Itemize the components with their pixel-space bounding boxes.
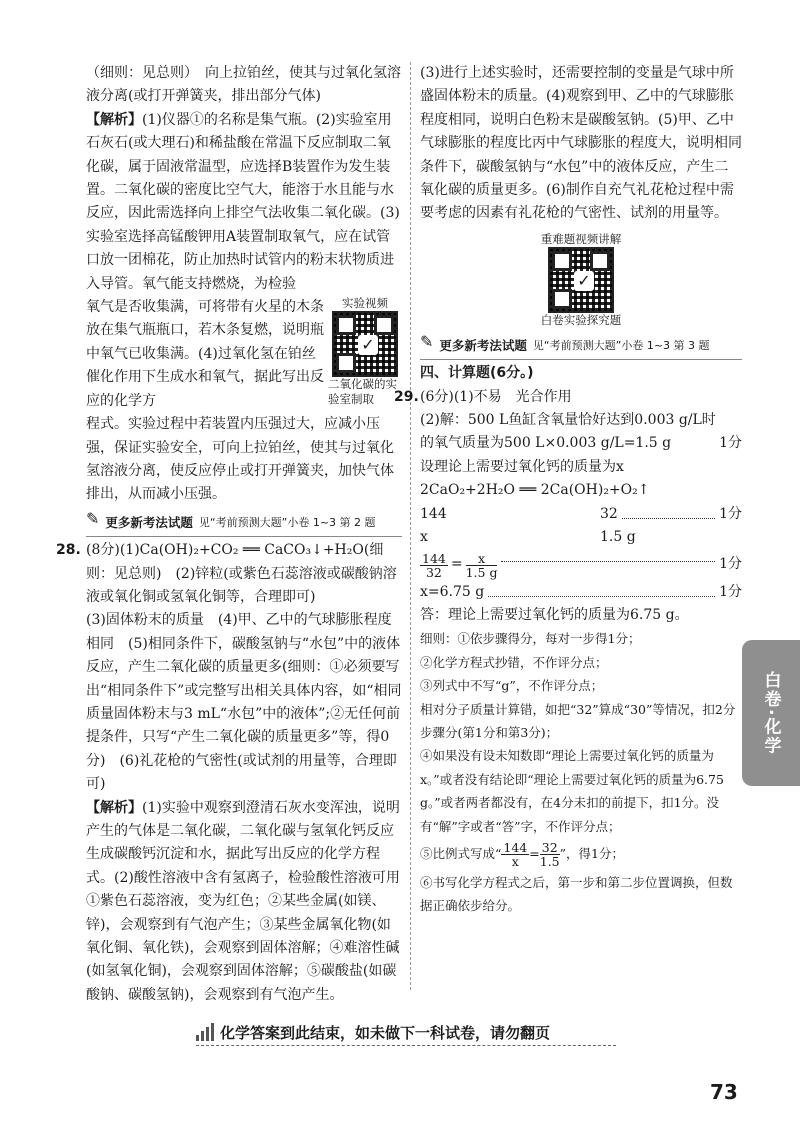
left-analysis-text: (1)仪器①的名称是集气瓶。(2)实验室用石灰石(或大理石)和稀盐酸在常温下反应制取二氧化碳，属于固液常温型，应选择B装置作为发生装置。二氧化碳的密度比空气大，能溶于水且能与水反应，因此需选择向上排空气法收集二氧化碳。(3)实验室选择高锰酸钾用A装置制取氧气，应在试管口放一团棉花，防止加热时试管内的粉末状物质进入导管。氧气能支持燃烧，为检验 bbox=[86, 111, 400, 292]
check-icon: ✓ bbox=[358, 335, 378, 355]
analysis-tag-2: 【解析】 bbox=[86, 799, 142, 816]
dot-leader bbox=[488, 581, 715, 597]
q28-analysis-text: (1)实验中观察到澄清石灰水变浑浊，说明产生的气体是二氧化碳，二氧化碳与氢氧化钙反应生成碳酸钙沉淀和水，据此写出反应的化学方程式。(2)酸性溶液中含有氢离子，检验酸性溶液可用①紫色石蕊溶液，变为红色；②某些金属(如镁、锌)，会观察到有气泡产生；③某些金属氧化物(如氧化铜、氧化铁)，会观察到固体溶解；④难溶性碱(如氢氧化铜)，会观察到固体溶解；⑤碳酸盐(如碳酸钠、碳酸氢钠)，会观察到有气泡产生。 bbox=[86, 799, 400, 1003]
check-icon: ✓ bbox=[574, 271, 594, 291]
bars-icon bbox=[196, 1023, 214, 1041]
pen-icon: ✎ bbox=[86, 508, 100, 528]
footer-notice bbox=[196, 1019, 616, 1046]
q29-step-1 bbox=[420, 409, 742, 456]
proportion-row bbox=[420, 552, 742, 579]
more-sub-right: 见“考前预测大题”小卷 1~3 第 3 题 bbox=[532, 338, 710, 352]
rule-5: ⑤比例式写成“ $\frac{144}{x}$ = $\frac{32}{1.5}$ ”，得1分； bbox=[420, 839, 624, 869]
q28-analysis bbox=[86, 797, 402, 1008]
dot-leader bbox=[501, 561, 715, 562]
x-value: x=6.75 g bbox=[420, 583, 485, 600]
left-paragraph-3: 氧气是否收集满，可将带有火星的木条放在集气瓶瓶口，若木条复燃，说明瓶中氧气已收集满。(4)过氧化氢在铂丝催化作用下生成水和氧气，据此写出反应的化学方 bbox=[86, 299, 324, 409]
point-3: 1分 bbox=[719, 556, 742, 573]
qr-block-left bbox=[86, 296, 402, 413]
left-column bbox=[56, 62, 402, 1007]
ratio-right-1: 32 bbox=[600, 505, 618, 522]
more-label: 更多新考法试题 bbox=[105, 514, 193, 530]
rule-fraction-2: $\frac{32}{1.5}$ bbox=[539, 839, 560, 869]
ratio-right-2: 1.5 g bbox=[600, 529, 636, 546]
q29-answer-a: (6分)(1)不易 光合作用 bbox=[420, 388, 572, 405]
rule-6: ⑥书写化学方程式之后，第一步和第二步位置调换，但数据正确依步给分。 bbox=[420, 874, 733, 914]
question-number-29: 29. bbox=[394, 388, 419, 405]
q28-answer-b: (3)固体粉末的质量 (4)甲、乙中的气球膨胀程度相同 (5)相同条件下，碳酸氢钠与“水包”中的液体反应，产生二氧化碳的质量更多(细则：①必须要写出“相同条件下”或完整写出相关具体内容，如“相同质量固体粉末与3 mL“水包”中的液体”;②无任何前提条件，只写“产生二氧化碳的质量更多”等，得0分) (6)礼花枪的气密性(或试剂的用量等，合理即可) bbox=[86, 612, 402, 793]
right-paragraph-1: (3)进行上述实验时，还需要控制的变量是气球中所盛固体粉末的质量。(4)观察到甲、乙中的气球膨胀程度相同，说明白色粉末是碳酸氢钠。(5)甲、乙中气球膨胀的程度比丙中气球膨胀的程度大，说明相同条件下，碳酸氢钠与“水包”中的液体反应，产生二氧化碳的质量更多。(6)制作自充气礼花枪过程中需要考虑的因素有礼花枪的气密性、试剂的用量等。 bbox=[420, 65, 742, 222]
rule-fraction-1: $\frac{144}{x}$ bbox=[503, 839, 528, 869]
analysis-tag: 【解析】 bbox=[86, 111, 142, 128]
fraction-2: $\frac{x}{1.5 g}$ bbox=[465, 550, 498, 580]
subject-side-tab: 白卷·化学 bbox=[742, 640, 800, 786]
point-1: 1分 bbox=[719, 435, 742, 452]
qr-caption-top-right: 重难题视频讲解 bbox=[540, 231, 622, 246]
qr-code-icon[interactable] bbox=[332, 311, 398, 377]
more-questions-banner-right bbox=[420, 331, 742, 360]
grading-rules bbox=[420, 627, 742, 917]
left-jiexi-paragraph bbox=[86, 109, 402, 296]
more-sub: 见“考前预测大题”小卷 1~3 第 2 题 bbox=[198, 515, 376, 529]
question-28 bbox=[56, 539, 402, 1007]
more-questions-banner bbox=[86, 508, 402, 537]
rule-3: 相对分子质量计算错，如把“32”算成“30”等情况，扣2分步骤分(第1分和第3分)； bbox=[420, 701, 736, 740]
qr-video-left[interactable] bbox=[328, 296, 402, 413]
qr-video-right[interactable] bbox=[420, 232, 742, 328]
q29-set-var: 设理论上需要过氧化钙的质量为x bbox=[420, 458, 624, 475]
rule-4: ④如果没有设未知数即“理论上需要过氧化钙的质量为x。”或者没有结论即“理论上需要过氧化钙的质量为6.75 g。”或者两者都没有，在4分未扣的前提下，扣1分。没有“解”字或者“答”字，不作评分点； bbox=[420, 748, 724, 834]
chemical-equation: 2CaO₂+2H₂O ══ 2Ca(OH)₂+O₂↑ bbox=[420, 482, 650, 499]
question-number-28: 28. bbox=[56, 542, 81, 559]
pen-icon: ✎ bbox=[420, 331, 434, 351]
left-paragraph-1: （细则：见总则） 向上拉铂丝，使其与过氧化氢溶液分离(或打开弹簧夹，排出部分气体) bbox=[86, 65, 401, 105]
section-heading: 四、计算题(6分。) bbox=[420, 365, 534, 382]
fraction-1: $\frac{144}{32}$ bbox=[422, 550, 446, 580]
rule-0: 细则：①依步骤得分，每对一步得1分； bbox=[420, 631, 641, 647]
q29-step-1-text: (2)解：500 L鱼缸含氧量恰好达到0.003 g/L时的氧气质量为500 L×0.003 g/L=1.5 g bbox=[420, 412, 716, 452]
qr-code-icon[interactable] bbox=[548, 247, 614, 313]
q28-answer-a: (8分)(1)Ca(OH)₂+CO₂ ══ CaCO₃↓+H₂O(细则：见总则) (2)锌粒(或紫色石蕊溶液或碳酸钠溶液或氧化铜或氢氧化铜等，合理即可) bbox=[86, 542, 397, 605]
question-29 bbox=[394, 386, 742, 918]
right-column bbox=[394, 62, 742, 918]
dot-leader bbox=[622, 503, 715, 519]
column-divider bbox=[410, 62, 411, 990]
ratio-row-1 bbox=[420, 503, 742, 526]
qr-caption-top: 实验视频 bbox=[342, 296, 388, 311]
result-row bbox=[420, 581, 742, 604]
left-paragraph-4: 程式。实验过程中若装置内压强过大，应减小压强，保证实验安全，可向上拉铂丝，使其与过氧化氢溶液分离，使反应停止或打开弹簧夹，加快气体排出，从而减小压强。 bbox=[86, 416, 394, 503]
rule-2: ③列式中不写“g”，不作评分点； bbox=[420, 678, 604, 694]
qr-caption-bottom: 二氧化碳的实验室制取 bbox=[328, 377, 397, 407]
answer-line: 答：理论上需要过氧化钙的质量为6.75 g。 bbox=[420, 606, 689, 623]
page-number: 73 bbox=[710, 1080, 738, 1104]
point-4: 1分 bbox=[719, 583, 742, 600]
qr-caption-bottom-right: 白卷实验探究题 bbox=[540, 312, 622, 327]
equals-sign: = bbox=[450, 556, 463, 573]
ratio-left-2: x bbox=[420, 529, 428, 546]
footer-text: 化学答案到此结束，如未做下一科试卷，请勿翻页 bbox=[220, 1023, 551, 1042]
more-label-right: 更多新考法试题 bbox=[439, 337, 527, 353]
point-2: 1分 bbox=[719, 505, 742, 522]
rule-1: ②化学方程式抄错，不作评分点； bbox=[420, 654, 608, 670]
ratio-row-2 bbox=[420, 526, 742, 549]
ratio-left-1: 144 bbox=[420, 505, 447, 522]
